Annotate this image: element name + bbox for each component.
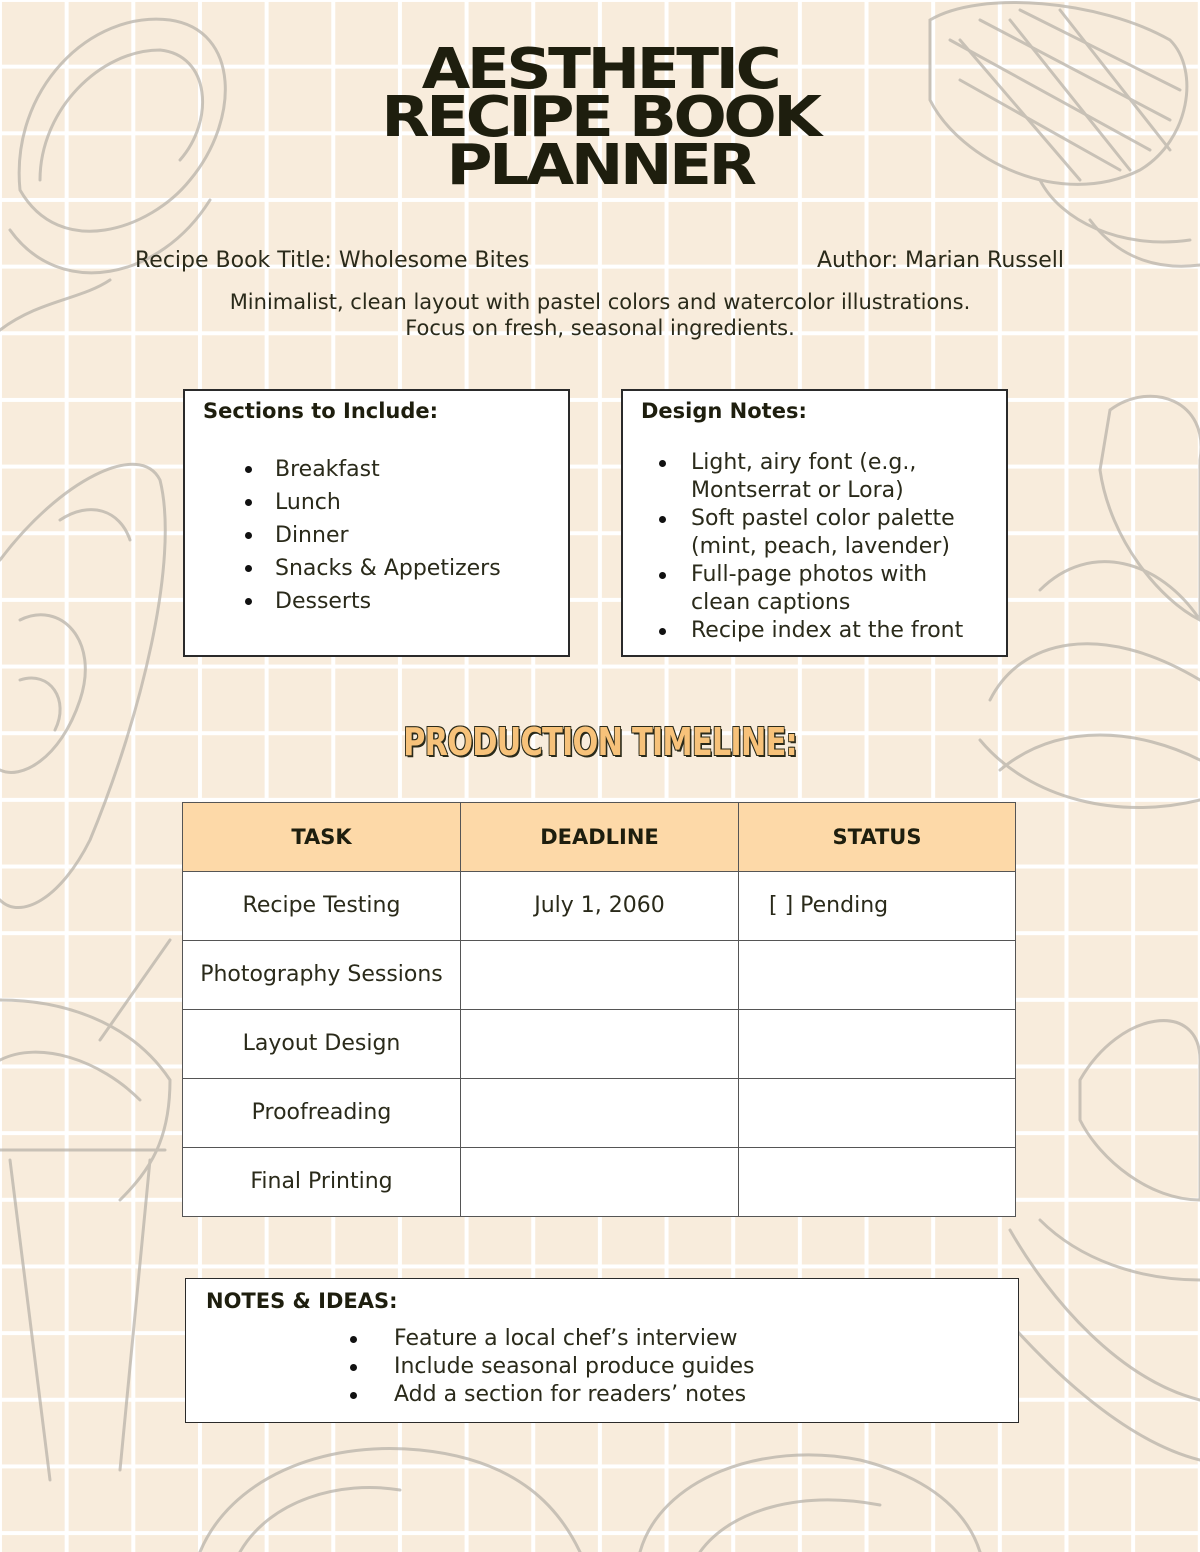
production-timeline-table <box>182 802 1016 1217</box>
status-cell[interactable]: [ ] Pending <box>739 872 1016 941</box>
table-row <box>183 1079 1016 1148</box>
status-cell[interactable] <box>739 941 1016 1010</box>
title-line: AESTHETIC <box>421 37 779 102</box>
table-header-row <box>183 803 1016 872</box>
column-header-task: TASK <box>183 803 461 872</box>
list-item: Include seasonal produce guides <box>394 1353 998 1381</box>
task-cell: Layout Design <box>183 1010 461 1079</box>
task-cell: Photography Sessions <box>183 941 461 1010</box>
notes-list <box>206 1325 998 1409</box>
list-item: Recipe index at the front <box>691 617 988 645</box>
status-cell[interactable] <box>739 1010 1016 1079</box>
list-item: Lunch <box>275 486 550 519</box>
table-row <box>183 872 1016 941</box>
design-notes-heading: Design Notes: <box>641 399 807 423</box>
task-cell: Recipe Testing <box>183 872 461 941</box>
title-line: RECIPE BOOK <box>381 85 819 150</box>
page-title <box>0 37 1200 198</box>
list-item: Breakfast <box>275 453 550 486</box>
list-item: Desserts <box>275 585 550 618</box>
deadline-cell[interactable] <box>461 1148 739 1217</box>
task-cell: Proofreading <box>183 1079 461 1148</box>
list-item: Dinner <box>275 519 550 552</box>
title-line: PLANNER <box>446 133 754 198</box>
table-row <box>183 941 1016 1010</box>
status-cell[interactable] <box>739 1148 1016 1217</box>
column-header-status: STATUS <box>739 803 1016 872</box>
sections-heading: Sections to Include: <box>203 399 439 423</box>
list-item: Soft pastel color palette (mint, peach, lavender) <box>691 505 988 561</box>
list-item: Add a section for readers’ notes <box>394 1381 998 1409</box>
author: Author: Marian Russell <box>816 248 1064 273</box>
column-header-deadline: DEADLINE <box>461 803 739 872</box>
sections-box <box>183 389 570 657</box>
table-row <box>183 1010 1016 1079</box>
design-notes-list <box>641 449 988 645</box>
list-item: Feature a local chef’s interview <box>394 1325 998 1353</box>
design-notes-box <box>621 389 1008 657</box>
description-line: Minimalist, clean layout with pastel colors and watercolor illustrations. <box>229 290 971 314</box>
timeline-title: PRODUCTION TIMELINE: <box>403 720 797 764</box>
recipe-book-title: Recipe Book Title: Wholesome Bites <box>135 248 530 273</box>
task-cell: Final Printing <box>183 1148 461 1217</box>
description-line: Focus on fresh, seasonal ingredients. <box>405 316 795 340</box>
deadline-cell[interactable] <box>461 941 739 1010</box>
notes-heading: NOTES & IDEAS: <box>206 1289 398 1313</box>
description <box>0 289 1200 341</box>
list-item: Snacks & Appetizers <box>275 552 550 585</box>
sections-list <box>203 453 550 618</box>
deadline-cell[interactable]: July 1, 2060 <box>461 872 739 941</box>
deadline-cell[interactable] <box>461 1079 739 1148</box>
notes-ideas-box <box>185 1278 1019 1423</box>
list-item: Light, airy font (e.g., Montserrat or Lora) <box>691 449 988 505</box>
status-cell[interactable] <box>739 1079 1016 1148</box>
list-item: Full-page photos with clean captions <box>691 561 988 617</box>
table-row <box>183 1148 1016 1217</box>
deadline-cell[interactable] <box>461 1010 739 1079</box>
